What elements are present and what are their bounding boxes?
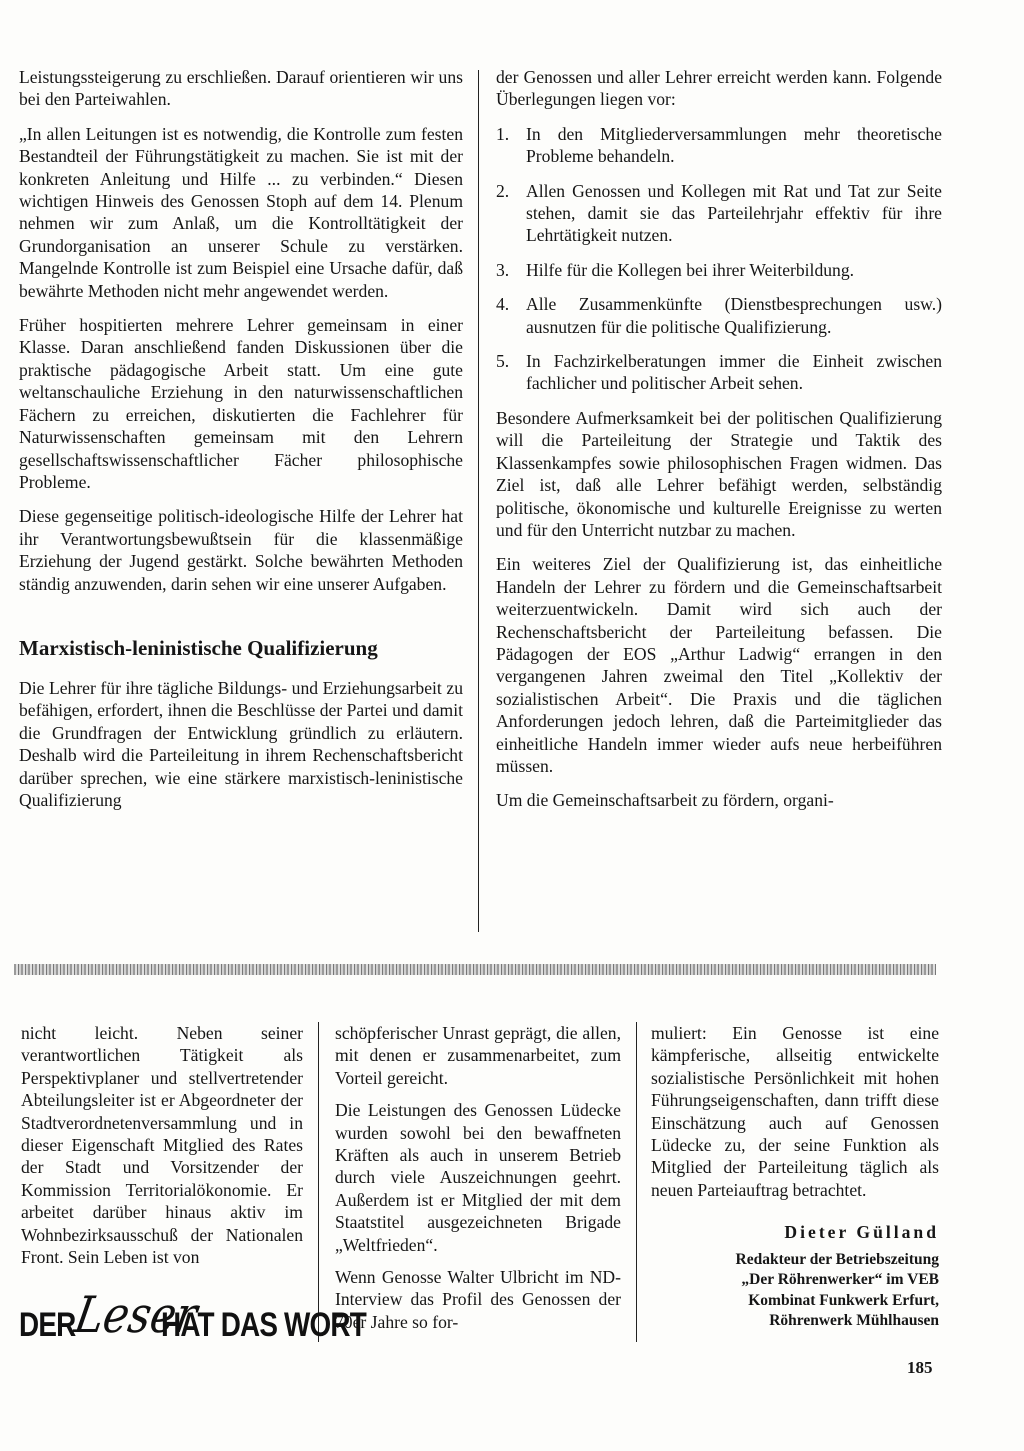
bottom-column-3 [651,1022,939,1332]
list-item [496,123,942,168]
list-item-text: Allen Genossen und Kollegen mit Rat und Tat zur Seite stehen, damit sie das Parteilehrjahr effektiv für ihre Lehrtätigkeit nutzen. [526,180,942,246]
masthead-word: HAT DAS WORT [161,1306,366,1344]
list-item-number: 1. [496,123,510,144]
bottom-column-1 [21,1022,303,1278]
author-name: Dieter Gülland [784,1222,939,1243]
section-heading: Marxistisch-leninistische Qualifizierung [19,635,378,660]
masthead-word: DER [19,1306,76,1344]
page-number: 185 [907,1358,933,1377]
paragraph: Früher hospitierten mehrere Lehrer gemeinsam in einer Klasse. Daran anschließend fanden Diskussionen über die praktische pädagogische Arbeit statt. Um eine gute weltanschauliche Erziehung in den naturwissenschaftlichen Fächern zu erreichen, diskutierten die Fachlehrer für Naturwissenschaften gemeinsam mit den Lehrern gesellschaftswissenschaftlicher Fächer philosophische Probleme. [19,315,463,492]
list-item-number: 5. [496,351,510,372]
section-divider-band [14,964,936,975]
list-item-number: 2. [496,180,510,201]
list-item [496,180,942,247]
left-column [19,66,463,811]
paragraph: schöpferischer Unrast geprägt, die allen, mit denen er zusammenarbeitet, zum Vorteil gereicht. [335,1023,621,1088]
bottom-column-2 [335,1022,621,1343]
column-masthead-logo [19,1284,366,1348]
numbered-list [496,123,942,395]
list-item-text: In Fachzirkelberatungen immer die Einheit zwischen fachlicher und politischer Arbeit sehen. [526,351,942,394]
paragraph: Ein weiteres Ziel der Qualifizierung ist, das einheitliche Handeln der Lehrer zu fördern und die Gemeinschaftsarbeit weiterzuentwickeln. Damit wird sich auch der Rechenschaftsbericht der Parteileitung befassen. Die Pädagogen der EOS „Arthur Ladwig“ errangen in den vergangenen Jahren zweimal den Titel „Kollektiv der sozialistischen Arbeit“. Die Praxis und die täglichen Anforderungen jedoch lehren, daß die Parteimitglieder das einheitliche Handeln immer wieder aufs neue herbeiführen müssen. [496,554,942,776]
list-item-text: Hilfe für die Kollegen bei ihrer Weiterbildung. [526,259,855,280]
list-item [496,350,942,395]
author-credit-line: Redakteur der Betriebszeitung [735,1250,939,1268]
list-item-number: 3. [496,259,510,280]
masthead-script-word: Leser [70,1286,202,1344]
author-credit-line: „Der Röhrenwerker“ im VEB [741,1271,939,1289]
author-credit-line: Kombinat Funkwerk Erfurt, [748,1291,939,1309]
column-rule [478,70,479,932]
list-item-number: 4. [496,294,510,315]
list-item-text: In den Mitgliederversammlungen mehr theoretische Probleme behandeln. [526,123,942,167]
right-column [496,66,942,812]
paragraph: „In allen Leitungen ist es notwendig, die Kontrolle zum festen Bestandteil der Führungstätigkeit zu machen. Sie ist mit der konkreten Anleitung und Hilfe ... zu verbinden.“ Diesen wichtigen Hinweis des Genossen Stoph auf dem 14. Plenum nehmen wir zum Anlaß, um die Kontrolltätigkeit der Grundorganisation an unserer Schule zu verstärken. Mangelnde Kontrolle ist zum Beispiel eine Ursache dafür, daß bewährte Methoden nicht mehr angewendet werden. [19,123,463,301]
paragraph: muliert: Ein Genosse ist eine kämpferische, allseitig entwickelte sozialistische Persönlichkeit mit hohen Führungseigenschaften, dann trifft diese Einschätzung auch auf Genossen Lüdecke zu, der seine Funktion als Mitglied der Parteileitung täglich als neuen Parteiauftrag betrachtet. [651,1023,939,1200]
author-credit-line: Röhrenwerk Mühlhausen [769,1312,939,1330]
paragraph: Leistungssteigerung zu erschließen. Darauf orientieren wir uns bei den Parteiwahlen. [19,67,463,110]
paragraph: nicht leicht. Neben seiner verantwortlichen Tätigkeit als Perspektivplaner und stellvertretender Abteilungsleiter ist er Abgeordneter der Stadtverordnetenversammlung und in dieser Eigenschaft Mitglied des Rates der Stadt und Vorsitzender der Kommission Territorialökonomie. Er arbeitet darüber hinaus aktiv im Wohnbezirksausschuß der Nationalen Front. Sein Leben ist von [21,1023,303,1268]
paragraph: Die Lehrer für ihre tägliche Bildungs- und Erziehungsarbeit zu befähigen, erfordert, ihnen die Beschlüsse der Partei und damit die Grundfragen der Entwicklung gründlich zu erläutern. Deshalb wird die Parteileitung in ihrem Rechenschaftsbericht darüber sprechen, wie eine stärkere marxistisch-leninistische Qualifizierung [19,677,463,810]
column-rule [636,1022,637,1342]
list-item-text: Alle Zusammenkünfte (Dienstbesprechungen usw.) ausnutzen für die politische Qualifizierung. [526,294,942,337]
paragraph: Die Leistungen des Genossen Lüdecke wurden sowohl bei den bewaffneten Kräften als auch in unserem Betrieb durch viele Auszeichnungen geehrt. Außerdem ist er Mitglied der mit dem Staatstitel ausgezeichneten Brigade „Weltfrieden“. [335,1100,621,1255]
paragraph: Wenn Genosse Walter Ulbricht im ND-Interview das Profil des Genossen der 70er Jahre so for- [335,1267,621,1332]
list-item [496,259,942,281]
paragraph: Um die Gemeinschaftsarbeit zu fördern, organi- [496,790,834,811]
paragraph: Diese gegenseitige politisch-ideologische Hilfe der Lehrer hat ihr Verantwortungsbewußtsein für die klassenmäßige Erziehung der Jugend gestärkt. Solche bewährten Methoden ständig anzuwenden, darin sehen wir eine unserer Aufgaben. [19,506,463,594]
paragraph: der Genossen und aller Lehrer erreicht werden kann. Folgende Überlegungen liegen vor: [496,67,942,110]
paragraph: Besondere Aufmerksamkeit bei der politischen Qualifizierung will die Parteileitung der Strategie und Taktik des Klassenkampfes sowie philosophischen Fragen widmen. Das Ziel ist, daß alle Lehrer befähigt werden, selbständig politische, ökonomische und kulturelle Ereignisse zu werten und für den Unterricht nutzbar zu machen. [496,407,942,540]
list-item [496,293,942,338]
